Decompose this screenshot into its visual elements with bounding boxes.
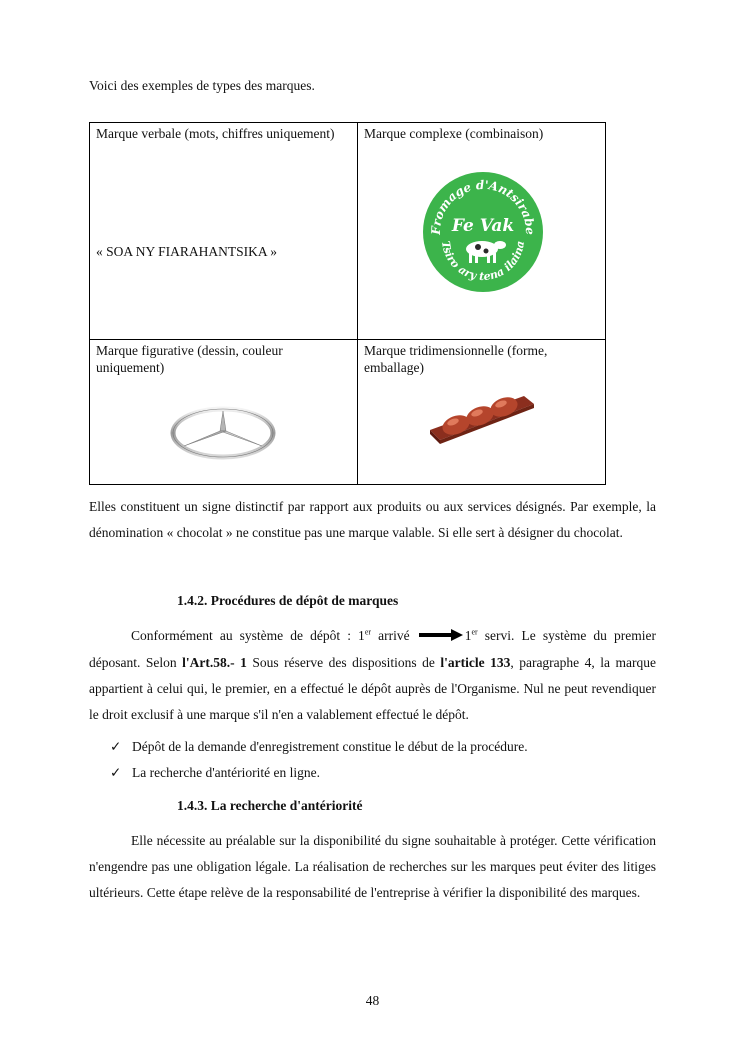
tridim-header: Marque tridimensionnelle (forme, emballage) [364,343,548,375]
paragraph-deposit-system: Conformément au système de dépôt : 1er arrivé 1er servi. Le système du premier déposant. Selon l'Art.58.- 1 Sous réserve des dispositions de l'article 133, paragraphe 4, la marque appartient à celui qui, le premier, en a effectué le dépôt auprès de l'Organisme. Nul ne peut revendiquer le droit exclusif à une marque s'il n'en a valablement effectué le dépôt. [89,623,656,728]
complex-header: Marque complexe (combinaison) [364,126,544,141]
list-item: ✓ Dépôt de la demande d'enregistrement constitue le début de la procédure. [110,739,528,754]
logo-bottom-text: Tsiro ary tena ilaina [438,239,528,284]
right-arrow-icon [419,624,463,650]
paragraph-distinctive-sign: Elles constituent un signe distinctif par rapport aux produits ou aux services désignés. Par exemple, la dénomination « chocolat » ne constitue pas une marque valable. Si elle sert à désigner du chocolat. [89,499,656,540]
check-icon: ✓ [110,765,122,780]
verbal-example: « SOA NY FIARAHANTSIKA » [96,244,278,259]
fevak-logo [420,169,546,299]
verbal-header: Marque verbale (mots, chiffres uniquement) [96,126,335,141]
intro-text: Voici des exemples de types des marques. [89,78,315,93]
logo-brand: Fe Vak [451,216,515,236]
paragraph-prior-search: Elle nécessite au préalable sur la disponibilité du signe souhaitable à protéger. Cette vérification n'engendre pas une obligation légale. La réalisation de recherches sur les marques peut éviter des litiges ultérieurs. Cette étape relève de la responsabilité de l'entreprise à vérifier la disponibilité des marques. [89,833,656,900]
cell-verbal [90,123,358,340]
cell-figurative [90,340,358,485]
heading-procedures: 1.4.2. Procédures de dépôt de marques [177,593,399,608]
heading-prior-search: 1.4.3. La recherche d'antériorité [177,798,363,813]
list-item: ✓ La recherche d'antériorité en ligne. [110,765,320,780]
logo-top-text: Fromage d'Antsirabe [428,177,538,235]
check-icon: ✓ [110,739,122,754]
mercedes-star-icon [170,406,276,464]
page-number: 48 [365,993,380,1008]
chocolate-bar-image [426,390,538,450]
trademark-types-table [89,122,606,485]
cell-tridimensional [358,340,606,485]
cell-complex [358,123,606,340]
figurative-header: Marque figurative (dessin, couleur uniquement) [96,343,283,375]
